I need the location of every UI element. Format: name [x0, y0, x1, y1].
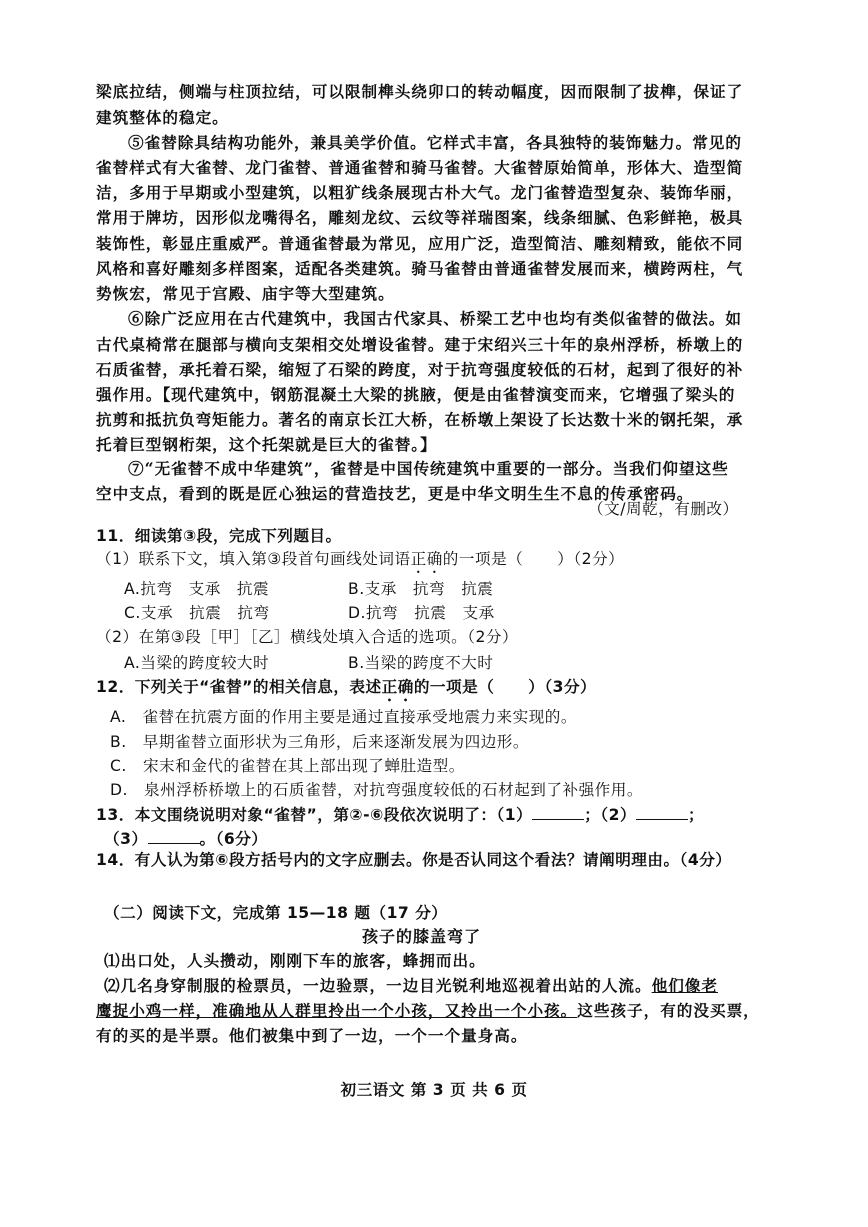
passage-line: 建筑整体的稳定。: [96, 108, 229, 127]
question-12-stem: [96, 675, 596, 705]
q11-option-b: B.支承 抗弯 抗震: [348, 580, 494, 598]
passage-line: ⑥除广泛应用在古代建筑中，我国古代家具、桥梁工艺中也均有类似雀替的做法。如: [128, 309, 742, 328]
q13-text-c: ；: [688, 806, 705, 824]
answer-blank-3[interactable]: [148, 831, 200, 844]
question-13-cont: [104, 827, 267, 849]
q13-score: 。（6分）: [199, 830, 268, 848]
answer-blank-2[interactable]: [636, 807, 688, 820]
q13-text-b: ；（2）: [584, 806, 637, 824]
passage-line: 势恢宏，常见于宫殿、庙宇等大型建筑。: [96, 284, 395, 303]
story-title: 孩子的膝盖弯了: [362, 927, 482, 946]
q11-sub1-text-b: 的一项是（: [442, 550, 524, 568]
q12-option-d: D. 泉州浮桥桥墩上的石质雀替，对抗弯强度较低的石材起到了补强作用。: [110, 781, 643, 799]
q12-option-c: C. 宋末和金代的雀替在其上部出现了蝉肚造型。: [110, 757, 465, 775]
q11-sub2-option-a: A.当梁的跨度较大时: [124, 654, 270, 672]
p2-text-b: 这些孩子，有的没买票，: [577, 1001, 760, 1020]
passage-line: 装饰性，彰显庄重威严。普通雀替最为常见，应用广泛，造型简洁、雕刻精致，能依不同: [96, 234, 744, 253]
passage-line: 强作用。【现代建筑中，钢筋混凝土大梁的挑腋，便是由雀替演变而来，它增强了梁头的: [96, 385, 736, 404]
story-paragraph-1: ⑴出口处，人头攒动，刚刚下车的旅客，蜂拥而出。: [104, 951, 486, 970]
q11-sub1-emphasis: 正确: [410, 550, 443, 568]
q12-stem-emphasis: 正确: [381, 678, 414, 696]
q12-option-a: A. 雀替在抗震方面的作用主要是通过直接承受地震力来实现的。: [110, 708, 577, 726]
question-11-sub1: [96, 547, 624, 577]
q12-option-b: B. 早期雀替立面形状为三角形，后来逐渐发展为四边形。: [110, 733, 529, 751]
q11-option-d: D.抗弯 抗震 支承: [348, 604, 495, 622]
q11-sub1-text: （1）联系下文，填入第③段首句画线处词语: [96, 550, 411, 568]
answer-blank-1[interactable]: [532, 807, 584, 820]
passage-line: 洁，多用于早期或小型建筑，以粗犷线条展现古朴大气。龙门雀替造型复杂、装饰华丽，: [96, 183, 744, 202]
q12-stem-text-b: 的一项是（: [413, 678, 495, 696]
passage-line: 抗剪和抵抗负弯矩能力。著名的南京长江大桥，在桥墩上架设了长达数十米的钢托架，承: [96, 410, 744, 429]
passage-line: 常用于牌坊，因形似龙嘴得名，雕刻龙纹、云纹等祥瑞图案，线条细腻、色彩鲜艳，极具: [96, 208, 744, 227]
passage-line: 雀替样式有大雀替、龙门雀替、普通雀替和骑马雀替。大雀替原始简单，形体大、造型简: [96, 158, 744, 177]
q11-option-c: C.支承 抗震 抗弯: [124, 604, 270, 622]
q12-stem-score: ）（3分）: [528, 678, 597, 696]
passage-line: 托着巨型钢桁架，这个托架就是巨大的雀替。】: [96, 435, 437, 454]
question-11-stem: 11．细读第③段，完成下列题目。: [96, 527, 342, 545]
passage-line: 石质雀替，承托着石梁，缩短了石梁的跨度，对于抗弯强度较低的石材，起到了很好的补: [96, 360, 744, 379]
q11-option-a: A.抗弯 支承 抗震: [124, 580, 270, 598]
passage-line: ⑦“无雀替不成中华建筑”，雀替是中国传统建筑中重要的一部分。当我们仰望这些: [128, 459, 729, 478]
question-13: [96, 803, 704, 825]
p2-text: ⑵几名身穿制服的检票员，一边验票，一边目光锐利地巡视着出站的人流。: [104, 976, 652, 995]
question-14: 14．有人认为第⑥段方括号内的文字应删去。你是否认同这个看法？请阐明理由。（4分）: [96, 851, 732, 869]
passage-line: 风格和喜好雕刻多样图案，适配各类建筑。骑马雀替由普通雀替发展而来，横跨两柱，气: [96, 259, 744, 278]
q11-sub1-score: ）（2分）: [557, 550, 625, 568]
p2-underlined-text: 他们像老: [651, 976, 718, 995]
passage-line: 古代桌椅常在腿部与横向支架相交处增设雀替。建于宋绍兴三十年的泉州浮桥，桥墩上的: [96, 335, 744, 354]
page-footer: 初三语文 第 3 页 共 6 页: [340, 1081, 528, 1099]
part2-heading: （二）阅读下文，完成第 15—18 题（17 分）: [104, 904, 448, 922]
q13-text: 13．本文围绕说明对象“雀替”，第②-⑥段依次说明了：（1）: [96, 806, 533, 824]
source-attribution: （文/周乾，有删改）: [588, 500, 739, 518]
story-paragraph-2-cont: [96, 999, 760, 1021]
passage-line: ⑤雀替除具结构功能外，兼具美学价值。它样式丰富，各具独特的装饰魅力。常见的: [128, 133, 742, 152]
q12-stem-text: 12．下列关于“雀替”的相关信息，表述: [96, 678, 382, 696]
story-paragraph-2-end: 有的买的是半票。他们被集中到了一边，一个一个量身高。: [96, 1026, 528, 1045]
story-paragraph-2: [104, 974, 718, 996]
q11-sub2-option-b: B.当梁的跨度不大时: [348, 654, 494, 672]
passage-line: 梁底拉结，侧端与柱顶拉结，可以限制榫头绕卯口的转动幅度，因而限制了拔榫，保证了: [96, 82, 744, 101]
q13-text-d: （3）: [104, 830, 148, 848]
passage-line: 空中支点，看到的既是匠心独运的营造技艺，更是中华文明生生不息的传承密码。: [96, 484, 694, 503]
question-11-sub2: （2）在第③段［甲］［乙］横线处填入合适的选项。（2分）: [96, 628, 519, 646]
p2-underlined-text-2: 鹰捉小鸡一样，准确地从人群里拎出一个小孩，又拎出一个小孩。: [96, 1001, 578, 1020]
